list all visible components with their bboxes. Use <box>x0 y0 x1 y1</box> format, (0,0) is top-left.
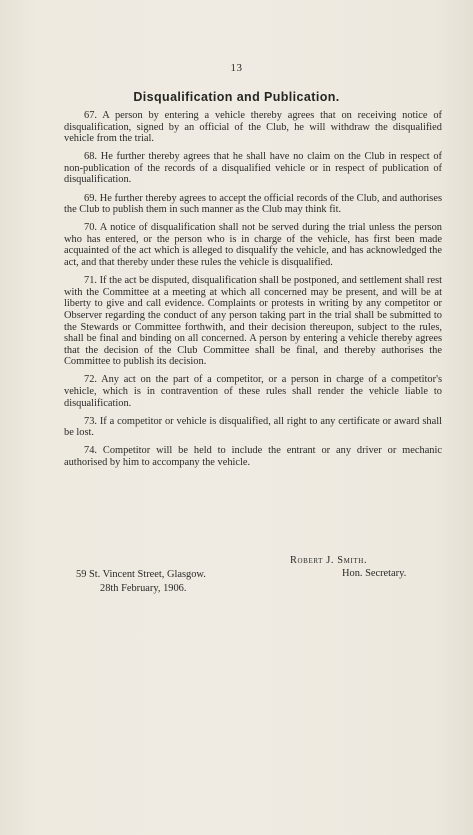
rule-paragraph-72: 72. Any act on the part of a competitor, or a person in charge of a competitor's vehicle, which is in contravention of these rules shall render the vehicle liable to disqualification. <box>64 374 442 409</box>
section-heading: Disqualification and Publication. <box>133 90 340 104</box>
document-date: 28th February, 1906. <box>100 582 187 594</box>
signatory-name: Robert J. Smith. <box>290 555 368 566</box>
rule-paragraph-67: 67. A person by entering a vehicle thereby agrees that on receiving notice of disqualification, signed by an official of the Club, he will withdraw the disqualified vehicle from the trial. <box>64 110 442 145</box>
address-street: 59 St. Vincent Street, Glasgow. <box>76 569 206 580</box>
rules-body <box>64 110 442 475</box>
page-number: 13 <box>230 62 243 74</box>
signatory-title: Hon. Secretary. <box>342 568 407 579</box>
rule-paragraph-70: 70. A notice of disqualification shall not be served during the trial unless the person who has entered, or the person who is in charge of the vehicle, has first been made acquainted of the act which is alleged to disqualify the vehicle, and has acknowledged the act, and that thereby under these rules the vehicle is disqualified. <box>64 222 442 269</box>
rule-paragraph-74: 74. Competitor will be held to include the entrant or any driver or mechanic authorised by him to accompany the vehicle. <box>64 445 442 468</box>
signature-block <box>288 554 438 580</box>
rule-paragraph-73: 73. If a competitor or vehicle is disqualified, all right to any certificate or award shall be lost. <box>64 415 442 439</box>
rule-paragraph-68: 68. He further thereby agrees that he shall have no claim on the Club in respect of non-publication of the records of a disqualified vehicle or in respect of publication of disqualification. <box>64 151 442 186</box>
rule-paragraph-71: 71. If the act be disputed, disqualification shall be postponed, and settlement shall rest with the Committee at a meeting at which all concerned may be present, and will be at liberty to give and call evidence. Complaints or protests in writing by any competitor or Observer regarding the conduct of any person taking part in the trial shall be submitted to the Stewards or Committee forthwith, and their decision thereupon, subject to the rules, shall be final and binding on all concerned. A person by entering a vehicle thereby agrees that the decision of the Club Committee shall be final, and thereby authorises the Committee to publish its decision. <box>64 275 442 368</box>
rule-paragraph-69: 69. He further thereby agrees to accept the official records of the Club, and authorises the Club to publish them in such manner as the Club may think fit. <box>64 192 442 216</box>
address-block <box>76 568 266 595</box>
